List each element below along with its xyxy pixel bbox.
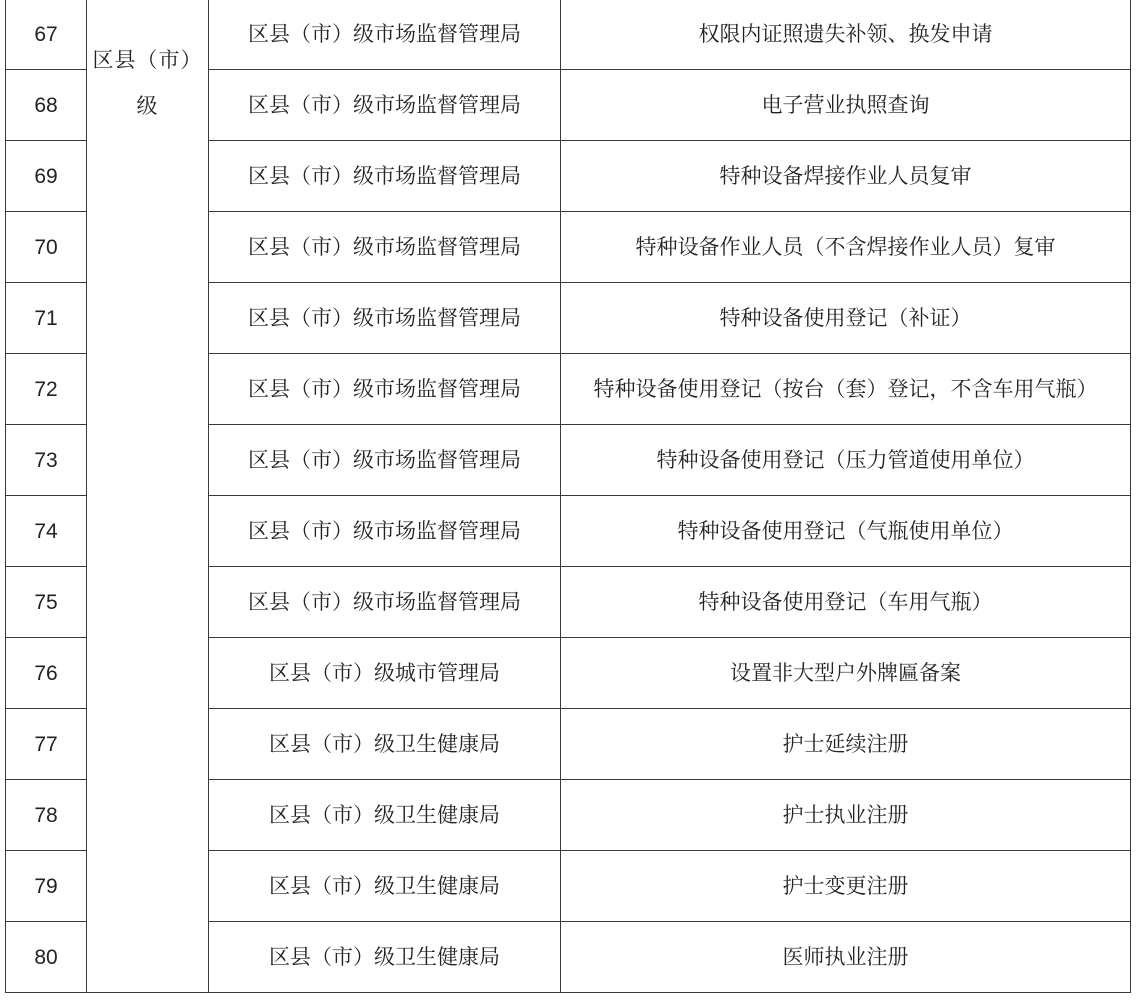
row-number: 75 <box>6 567 87 638</box>
department-cell: 区县（市）级市场监督管理局 <box>209 354 561 425</box>
row-number: 79 <box>6 851 87 922</box>
department-cell: 区县（市）级卫生健康局 <box>209 780 561 851</box>
item-cell: 医师执业注册 <box>561 922 1131 993</box>
item-cell: 特种设备使用登记（按台（套）登记，不含车用气瓶） <box>561 354 1131 425</box>
row-number: 80 <box>6 922 87 993</box>
department-cell: 区县（市）级卫生健康局 <box>209 709 561 780</box>
row-number: 69 <box>6 141 87 212</box>
department-cell: 区县（市）级市场监督管理局 <box>209 425 561 496</box>
table-row <box>6 0 1131 70</box>
row-number: 68 <box>6 70 87 141</box>
row-number: 73 <box>6 425 87 496</box>
item-cell: 特种设备作业人员（不含焊接作业人员）复审 <box>561 212 1131 283</box>
item-cell: 设置非大型户外牌匾备案 <box>561 638 1131 709</box>
item-cell: 特种设备使用登记（车用气瓶） <box>561 567 1131 638</box>
item-cell: 护士执业注册 <box>561 780 1131 851</box>
service-items-table <box>5 0 1131 993</box>
department-cell: 区县（市）级市场监督管理局 <box>209 0 561 70</box>
item-cell: 护士延续注册 <box>561 709 1131 780</box>
item-cell: 电子营业执照查询 <box>561 70 1131 141</box>
department-cell: 区县（市）级卫生健康局 <box>209 851 561 922</box>
item-cell: 特种设备使用登记（补证） <box>561 283 1131 354</box>
department-cell: 区县（市）级市场监督管理局 <box>209 496 561 567</box>
row-number: 76 <box>6 638 87 709</box>
row-number: 78 <box>6 780 87 851</box>
row-number: 70 <box>6 212 87 283</box>
level-cell <box>87 0 209 993</box>
department-cell: 区县（市）级城市管理局 <box>209 638 561 709</box>
row-number: 74 <box>6 496 87 567</box>
item-cell: 特种设备使用登记（压力管道使用单位） <box>561 425 1131 496</box>
department-cell: 区县（市）级市场监督管理局 <box>209 283 561 354</box>
item-cell: 特种设备使用登记（气瓶使用单位） <box>561 496 1131 567</box>
department-cell: 区县（市）级市场监督管理局 <box>209 141 561 212</box>
department-cell: 区县（市）级市场监督管理局 <box>209 212 561 283</box>
item-cell: 特种设备焊接作业人员复审 <box>561 141 1131 212</box>
department-cell: 区县（市）级市场监督管理局 <box>209 567 561 638</box>
department-cell: 区县（市）级卫生健康局 <box>209 922 561 993</box>
row-number: 72 <box>6 354 87 425</box>
item-cell: 护士变更注册 <box>561 851 1131 922</box>
item-cell: 权限内证照遗失补领、换发申请 <box>561 0 1131 70</box>
row-number: 67 <box>6 0 87 70</box>
row-number: 71 <box>6 283 87 354</box>
department-cell: 区县（市）级市场监督管理局 <box>209 70 561 141</box>
row-number: 77 <box>6 709 87 780</box>
level-label: 区县（市）级 <box>92 48 203 118</box>
